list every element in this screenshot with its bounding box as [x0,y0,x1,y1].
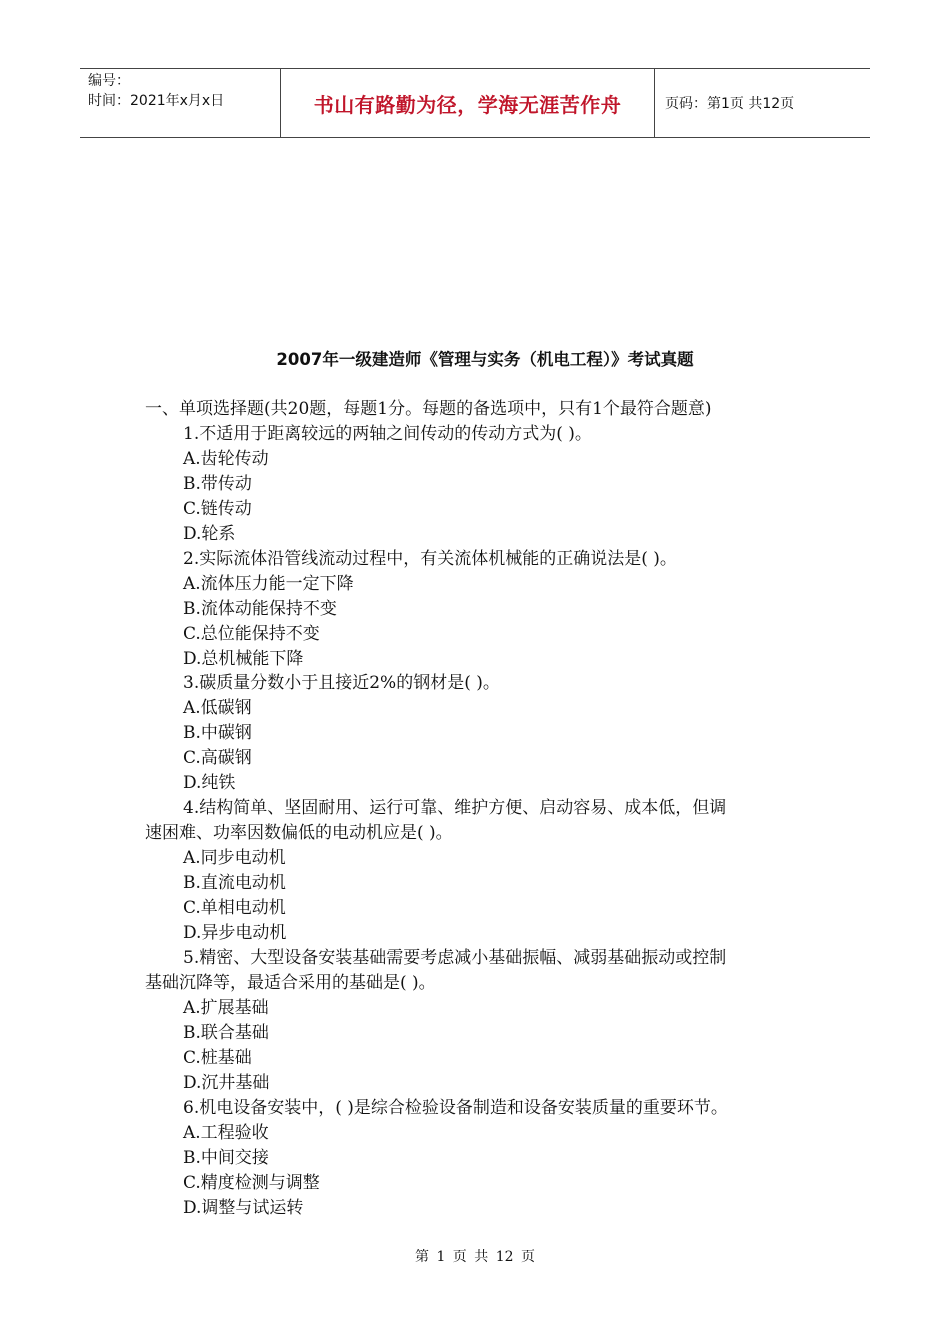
question-3 [145,671,825,796]
option-d: D.轮系 [183,523,236,544]
option-c: C.高碳钢 [183,748,252,769]
option-a: A.扩展基础 [183,997,269,1018]
option-c: C.精度检测与调整 [183,1172,320,1193]
option-a: A.同步电动机 [183,848,286,869]
question-stem-continued: 速困难、功率因数偏低的电动机应是( )。 [145,823,453,844]
question-stem: 5.精密、大型设备安装基础需要考虑减小基础振幅、减弱基础振动或控制 [183,947,727,968]
option-b: B.中碳钢 [183,723,252,744]
option-c: C.链传动 [183,498,252,519]
question-1 [145,422,825,547]
question-stem: 1.不适用于距离较远的两轴之间传动的传动方式为( )。 [183,423,592,444]
option-c: C.单相电动机 [183,898,286,919]
option-d: D.调整与试运转 [183,1197,304,1218]
header-motto: 书山有路勤为径，学海无涯苦作舟 [280,69,655,137]
option-b: B.带传动 [183,473,252,494]
question-2 [145,547,825,672]
option-a: A.流体压力能一定下降 [183,573,354,594]
option-a: A.低碳钢 [183,698,252,719]
question-stem-continued: 基础沉降等，最适合采用的基础是( )。 [145,972,436,993]
section-heading: 一、单项选择题(共20题，每题1分。每题的备选项中，只有1个最符合题意) [145,399,712,419]
question-4 [145,796,825,946]
question-stem: 6.机电设备安装中，( )是综合检验设备制造和设备安装质量的重要环节。 [183,1097,728,1118]
option-d: D.纯铁 [183,773,236,794]
option-b: B.联合基础 [183,1022,269,1043]
option-b: B.流体动能保持不变 [183,598,337,619]
question-stem: 4.结构简单、坚固耐用、运行可靠、维护方便、启动容易、成本低，但调 [183,798,727,819]
option-a: A.齿轮传动 [183,448,269,469]
document-date: 时间：2021年x月x日 [88,93,225,109]
page-footer: 第 1 页 共 12 页 [415,1249,535,1265]
page-header [80,68,870,138]
document-title: 2007年一级建造师《管理与实务（机电工程）》考试真题 [276,350,694,369]
option-a: A.工程验收 [183,1122,269,1143]
option-d: D.总机械能下降 [183,648,304,669]
option-b: B.中间交接 [183,1147,269,1168]
question-stem: 3.碳质量分数小于且接近2%的钢材是( )。 [183,673,500,694]
document-number-label: 编号： [88,73,130,89]
option-d: D.异步电动机 [183,923,287,944]
question-6 [145,1096,825,1221]
option-d: D.沉井基础 [183,1072,270,1093]
option-c: C.总位能保持不变 [183,623,320,644]
question-stem: 2.实际流体沿管线流动过程中，有关流体机械能的正确说法是( )。 [183,548,677,569]
exam-body [145,397,825,1220]
option-c: C.桩基础 [183,1047,252,1068]
header-page-code: 页码：第1页 共12页 [665,96,795,112]
header-meta [80,69,280,137]
question-5 [145,946,825,1096]
option-b: B.直流电动机 [183,873,286,894]
